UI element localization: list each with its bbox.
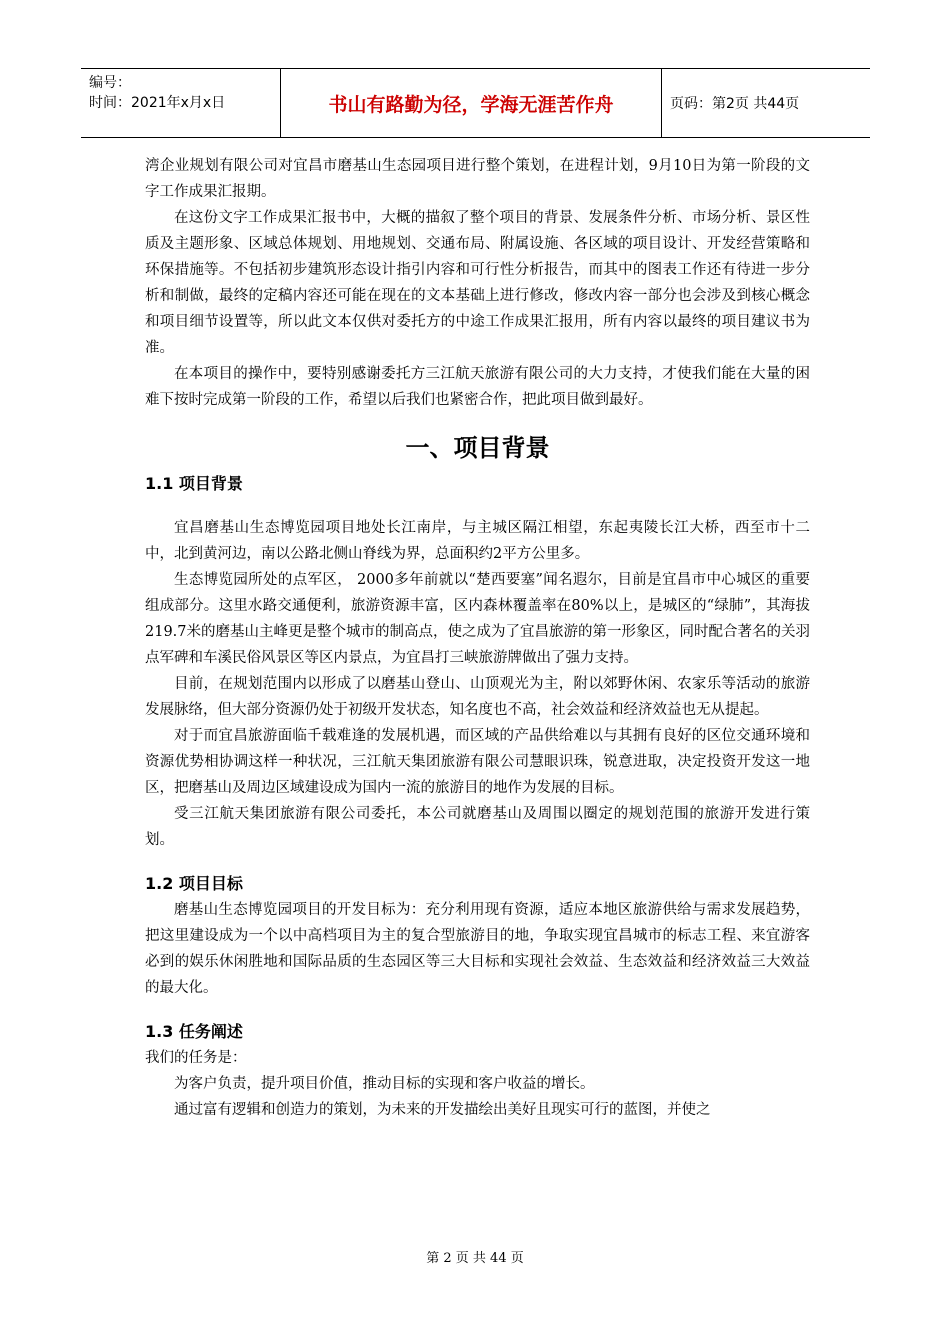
body-paragraph: 生态博览园所处的点军区， 2000多年前就以“楚西要塞”闻名遐尔，目前是宜昌市中心城区的重要组成部分。这里水路交通便利，旅游资源丰富，区内森林覆盖率在80%以上，是城区的“绿肺”，其海拔219.7米的磨基山主峰更是整个城市的制高点，使之成为了宜昌旅游的第一形象区，同时配合著名的关羽点军碑和车溪民俗风景区等区内景点，为宜昌打三峡旅游牌做出了强力支持。 (145, 572, 811, 666)
intro-paragraph: 湾企业规划有限公司对宜昌市磨基山生态园项目进行整个策划，在进程计划，9月10日为第一阶段的文字工作成果汇报期。 (145, 158, 810, 200)
body-paragraph: 通过富有逻辑和创造力的策划，为未来的开发描绘出美好且现实可行的蓝图，并使之 (174, 1102, 711, 1118)
section-title: 1.1 项目背景 (145, 474, 243, 493)
chapter-title: 一、项目背景 (405, 434, 550, 462)
body-paragraph: 我们的任务是： (145, 1050, 247, 1066)
page-footer: 第 2 页 共 44 页 (426, 1251, 524, 1266)
body-paragraph: 受三江航天集团旅游有限公司委托，本公司就磨基山及周围以圈定的规划范围的旅游开发进行策划。 (145, 806, 810, 848)
header-motto: 书山有路勤为径，学海无涯苦作舟 (281, 69, 662, 137)
time-label: 时间：2021年x月x日 (89, 95, 226, 111)
document-body (145, 153, 810, 1123)
page-header (81, 68, 870, 138)
body-paragraph: 宜昌磨基山生态博览园项目地处长江南岸，与主城区隔江相望，东起夷陵长江大桥，西至市十二中，北到黄河边，南以公路北侧山脊线为界，总面积约2平方公里多。 (145, 520, 810, 562)
section-title: 1.2 项目目标 (145, 874, 243, 893)
section-title: 1.3 任务阐述 (145, 1022, 243, 1041)
body-paragraph: 为客户负责，提升项目价值，推动目标的实现和客户收益的增长。 (174, 1076, 595, 1092)
serial-label: 编号： (89, 75, 131, 91)
intro-paragraph: 在这份文字工作成果汇报书中，大概的描叙了整个项目的背景、发展条件分析、市场分析、景区性质及主题形象、区域总体规划、用地规划、交通布局、附属设施、各区域的项目设计、开发经营策略和环保措施等。不包括初步建筑形态设计指引内容和可行性分析报告，而其中的图表工作还有待进一步分析和制做，最终的定稿内容还可能在现在的文本基础上进行修改，修改内容一部分也会涉及到核心概念和项目细节设置等，所以此文本仅供对委托方的中途工作成果汇报用，所有内容以最终的项目建议书为准。 (145, 210, 810, 356)
intro-paragraph: 在本项目的操作中，要特别感谢委托方三江航天旅游有限公司的大力支持，才使我们能在大量的困难下按时完成第一阶段的工作，希望以后我们也紧密合作，把此项目做到最好。 (145, 366, 810, 408)
body-paragraph: 目前，在规划范围内以形成了以磨基山登山、山顶观光为主，附以郊野休闲、农家乐等活动的旅游发展脉络，但大部分资源仍处于初级开发状态，知名度也不高，社会效益和经济效益也无从提起。 (145, 676, 810, 718)
header-page-info: 页码：第2页 共44页 (670, 96, 800, 112)
header-meta (81, 69, 281, 137)
body-paragraph: 对于而宜昌旅游面临千载难逢的发展机遇，而区域的产品供给难以与其拥有良好的区位交通环境和资源优势相协调这样一种状况，三江航天集团旅游有限公司慧眼识珠，锐意进取，决定投资开发这一地区，把磨基山及周边区域建设成为国内一流的旅游目的地作为发展的目标。 (145, 728, 810, 796)
body-paragraph: 磨基山生态博览园项目的开发目标为：充分利用现有资源，适应本地区旅游供给与需求发展趋势，把这里建设成为一个以中高档项目为主的复合型旅游目的地，争取实现宜昌城市的标志工程、来宜游客必到的娱乐休闲胜地和国际品质的生态园区等三大目标和实现社会效益、生态效益和经济效益三大效益的最大化。 (145, 902, 810, 996)
